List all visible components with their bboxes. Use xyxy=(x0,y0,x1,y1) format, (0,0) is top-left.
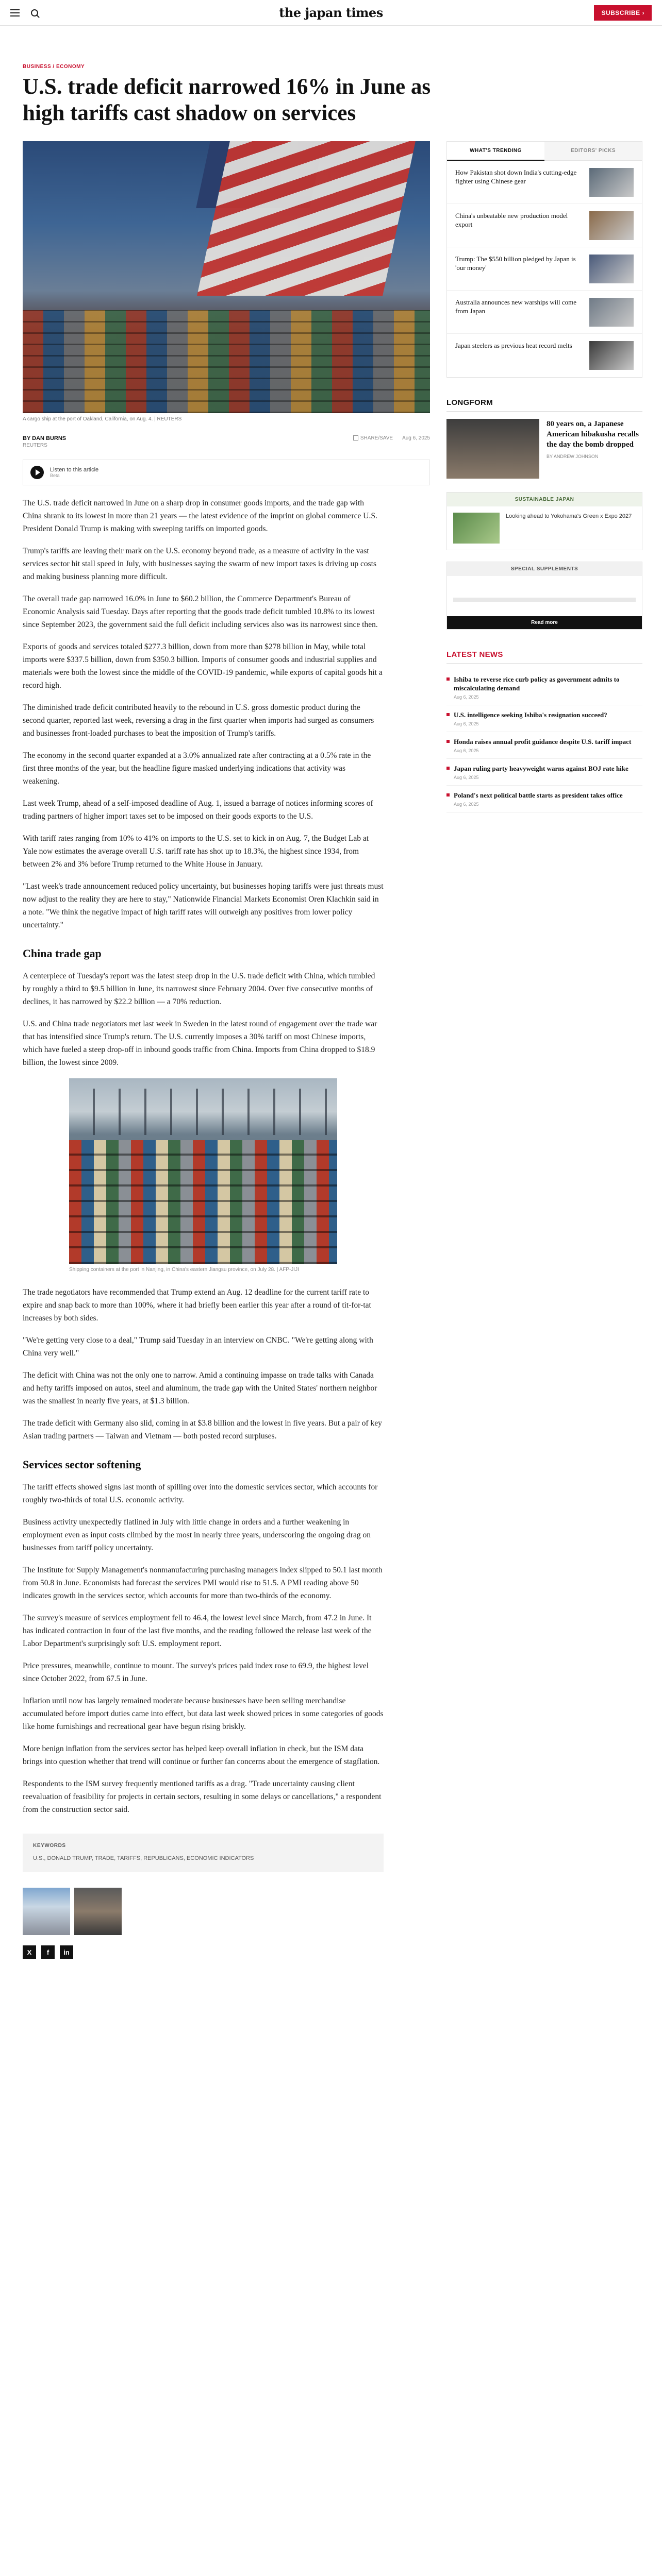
latest-news-date: Aug 6, 2025 xyxy=(454,748,479,753)
article-paragraph: Inflation until now has largely remained moderate because businesses have been selling merchandise accumulated before import duties came into effect, but data last week showed prices in some categories of goods like home furnishings and recreational gear have begun rising briskly. xyxy=(23,1697,384,1731)
hero-caption: A cargo ship at the port of Oakland, California, on Aug. 4. | REUTERS xyxy=(23,416,182,422)
longform-byline: BY ANDREW JOHNSON xyxy=(547,454,599,459)
sustainable-item[interactable] xyxy=(447,506,642,550)
related-thumb[interactable] xyxy=(23,1888,70,1935)
article-paragraph: The trade negotiators have recommended that Trump extend an Aug. 12 deadline for the current tariff rate to expire and snap back to more than 100%, where it had briefly been earlier this year after a round of tit-for-tat increases by both sides. xyxy=(23,1288,371,1323)
latest-news-item[interactable] xyxy=(446,786,642,812)
keywords-list xyxy=(33,1854,373,1863)
article-paragraph: The tariff effects showed signs last month of spilling over into the domestic services sector, which accounts for roughly two-thirds of total U.S. economic activity. xyxy=(23,1483,378,1504)
trending-item[interactable] xyxy=(447,161,642,204)
trending-image xyxy=(589,341,634,370)
audio-sub: Beta xyxy=(50,473,60,478)
byline-row xyxy=(23,435,430,448)
trending-image xyxy=(589,168,634,197)
article-paragraph: Respondents to the ISM survey frequently mentioned tariffs as a drag. "Trade uncertainty causing client reevaluation of feasibility for projects in certain sectors, resulting in some delays or cancellations," a respondent from the construction sector said. xyxy=(23,1780,382,1814)
tab-trending[interactable]: WHAT'S TRENDING xyxy=(447,142,544,161)
keyword-link[interactable]: DONALD TRUMP , xyxy=(47,1855,95,1861)
latest-news-item[interactable] xyxy=(446,759,642,786)
article-paragraph: "We're getting very close to a deal," Trump said Tuesday in an interview on CNBC. "We're getting along with China very well." xyxy=(23,1336,373,1358)
subhead-china: China trade gap xyxy=(23,947,102,960)
publish-date: Aug 6, 2025 xyxy=(402,435,430,441)
special-supplements-box xyxy=(446,562,642,630)
subscribe-button[interactable]: SUBSCRIBE › xyxy=(594,5,652,21)
inline-figure xyxy=(69,1078,337,1273)
longform-card[interactable] xyxy=(446,419,642,479)
keywords-box xyxy=(23,1834,384,1872)
article-paragraph: The deficit with China was not the only one to narrow. Amid a continuing impasse on trade talks with Canada and hefty tariffs imposed on autos, steel and aluminum, the trade gap with the United States' northern neighbor was the smallest in nearly five years, at $1.3 billion. xyxy=(23,1371,377,1405)
keywords-title: KEYWORDS xyxy=(33,1843,66,1849)
article-paragraph: Business activity unexpectedly flatlined in July with little change in orders and a further weakening in employment even as input costs climbed by the most in nearly three years, underscoring the ongoing drag on businesses from tariff policy uncertainty. xyxy=(23,1518,371,1552)
trending-title[interactable]: Trump: The $550 billion pledged by Japan is 'our money' xyxy=(455,255,576,272)
article-paragraph: "Last week's trade announcement reduced policy uncertainty, but businesses hoping tariffs were just threats must now adjust to the reality they are here to stay," Nationwide Financial Markets Economist Oren Klachkin said in a note. "We think the negative impact of high tariff rates will outweigh any positives from lower policy uncertainty." xyxy=(23,882,384,929)
article-paragraph: The trade deficit with Germany also slid, coming in at $3.8 billion and the lowest in five years. But a pair of key Asian trading partners — Taiwan and Vietnam — both posted record surpluses. xyxy=(23,1419,382,1440)
social-share xyxy=(23,1945,430,1959)
play-icon[interactable] xyxy=(30,466,44,479)
sustainable-image xyxy=(453,513,500,544)
breadcrumb[interactable]: BUSINESS / ECONOMY xyxy=(23,64,85,70)
latest-news-title[interactable]: Honda raises annual profit guidance despite U.S. tariff impact xyxy=(454,738,632,745)
latest-news-date: Aug 6, 2025 xyxy=(454,721,479,726)
read-more-button[interactable]: Read more xyxy=(447,616,642,629)
trending-image xyxy=(589,211,634,240)
article-paragraph: Trump's tariffs are leaving their mark on the U.S. economy beyond trade, as a measure of activity in the vast services sector hit stall speed in July, with businesses saying the swarm of new import taxes is driving up costs and making business planning more difficult. xyxy=(23,547,377,581)
share-button[interactable]: SHARE/SAVE xyxy=(353,435,393,441)
special-heading: SPECIAL SUPPLEMENTS xyxy=(447,562,642,576)
trending-item[interactable] xyxy=(447,291,642,334)
x-icon[interactable]: X xyxy=(23,1945,36,1959)
article-paragraph: The survey's measure of services employment fell to 46.4, the lowest level since March, from 47.2 in June. It has indicated contraction in four of the last five months, and the reading followed the release last week of the Labor Department's surprisingly soft U.S. employment report. xyxy=(23,1614,372,1648)
article-paragraph: The U.S. trade deficit narrowed in June on a sharp drop in consumer goods imports, and the trade gap with China shrank to its lowest in more than 21 years — the latest evidence of the imprint on global commerce U.S. President Donald Trump is making with sweeping tariffs on imported goods. xyxy=(23,499,377,533)
trending-item[interactable] xyxy=(447,247,642,291)
audio-player xyxy=(23,460,430,485)
keyword-link[interactable]: REPUBLICANS , xyxy=(143,1855,187,1861)
longform-title[interactable]: 80 years on, a Japanese American hibakusha recalls the day the bomb dropped xyxy=(547,420,639,449)
trending-title[interactable]: Japan steelers as previous heat record melts xyxy=(455,342,572,349)
article-body xyxy=(23,497,384,1816)
tab-editors-picks[interactable]: EDITORS' PICKS xyxy=(544,142,642,161)
trending-image xyxy=(589,298,634,327)
longform-image xyxy=(446,419,539,479)
latest-news-item[interactable] xyxy=(446,670,642,705)
figure-caption: Shipping containers at the port in Nanjing, in China's eastern Jiangsu province, on July 28. | AFP-JIJI xyxy=(69,1267,299,1273)
longform-heading: LONGFORM xyxy=(446,398,642,412)
trending-item[interactable] xyxy=(447,334,642,377)
facebook-icon[interactable]: f xyxy=(41,1945,55,1959)
related-thumbs xyxy=(23,1888,430,1935)
share-icon xyxy=(353,435,358,440)
latest-news-item[interactable] xyxy=(446,732,642,759)
article-main xyxy=(23,141,430,1959)
sustainable-text[interactable]: Looking ahead to Yokohama's Green x Expo 2027 xyxy=(506,513,632,519)
article-paragraph: A centerpiece of Tuesday's report was the latest steep drop in the U.S. trade deficit with China, which tumbled by roughly a third to $9.5 billion in June, its narrowest since February 2004. Over five consecutive months of declines, it has narrowed by $22.2 billion — a 70% reduction. xyxy=(23,972,375,1006)
latest-news-title[interactable]: Ishiba to reverse rice curb policy as government admits to miscalculating demand xyxy=(454,675,620,692)
latest-news-date: Aug 6, 2025 xyxy=(454,694,479,700)
latest-news-date: Aug 6, 2025 xyxy=(454,802,479,807)
sustainable-box xyxy=(446,492,642,550)
trending-title[interactable]: Australia announces new warships will come from Japan xyxy=(455,298,577,315)
article-paragraph: The overall trade gap narrowed 16.0% in June to $60.2 billion, the Commerce Department's Bureau of Economic Analysis said Tuesday. Days after reporting that the goods trade deficit tumbled 10.8% to its lowest since September 2023, the government said the full deficit including services also was its narrowest since then. xyxy=(23,595,378,629)
keyword-link[interactable]: U.S. , xyxy=(33,1855,47,1861)
keyword-link[interactable]: ECONOMIC INDICATORS xyxy=(186,1855,254,1861)
latest-news-title[interactable]: U.S. intelligence seeking Ishiba's resignation succeed? xyxy=(454,711,607,719)
port-image xyxy=(69,1078,337,1264)
trending-item[interactable] xyxy=(447,204,642,247)
article-paragraph: More benign inflation from the services sector has helped keep overall inflation in check, but the ISM data brings into question whether that trend will continue or further fan concerns about the emergence of stagflation. xyxy=(23,1744,380,1766)
site-logo[interactable]: the japan times xyxy=(279,5,383,20)
article-paragraph: U.S. and China trade negotiators met last week in Sweden in the latest round of engagement over the trade war that has intensified since Trump's return. The U.S. currently imposes a 30% tariff on most Chinese imports, which have fueled a steep drop-off in inbound goods traffic from China. Imports from China dropped to $18.9 billion, the lowest since 2009. xyxy=(23,1020,377,1067)
hero-image xyxy=(23,141,430,413)
article-paragraph: The economy in the second quarter expanded at a 3.0% annualized rate after contracting at a 0.5% rate in the first three months of the year, but the headline figure masked underlying indications that activity was weakening. xyxy=(23,751,371,786)
latest-news-title[interactable]: Japan ruling party heavyweight warns against BOJ rate hike xyxy=(454,765,628,772)
article-paragraph: The Institute for Supply Management's nonmanufacturing purchasing managers index slipped to 50.1 last month from 50.8 in June. Economists had forecast the services PMI would rise to 51.5. A PMI reading above 50 indicates growth in the services sector, which accounts for more than two-thirds of the economy. xyxy=(23,1566,383,1600)
keyword-link[interactable]: TARIFFS , xyxy=(117,1855,143,1861)
article-paragraph: Last week Trump, ahead of a self-imposed deadline of Aug. 1, issued a barrage of notices informing scores of trading partners of higher import taxes set to be imposed on their goods exports to the U.S. xyxy=(23,799,373,821)
trending-title[interactable]: China's unbeatable new production model export xyxy=(455,212,568,228)
subhead-services: Services sector softening xyxy=(23,1458,141,1471)
latest-news-title[interactable]: Poland's next political battle starts as president takes office xyxy=(454,791,623,799)
sustainable-heading: SUSTAINABLE JAPAN xyxy=(447,493,642,506)
top-bar xyxy=(0,0,662,26)
latest-news-date: Aug 6, 2025 xyxy=(454,775,479,780)
latest-news-item[interactable] xyxy=(446,705,642,732)
linkedin-icon[interactable]: in xyxy=(60,1945,73,1959)
sidebar xyxy=(446,141,642,812)
article-paragraph: Price pressures, meanwhile, continue to mount. The survey's prices paid index rose to 69.9, the highest level since October 2022, from 67.5 in June. xyxy=(23,1662,369,1683)
menu-icon[interactable] xyxy=(10,9,20,16)
article-paragraph: With tariff rates ranging from 10% to 41% on imports to the U.S. set to kick in on Aug. 7, the Budget Lab at Yale now estimates the average overall U.S. tariff rate has shot up to 18.3%, the highest since 1934, from between 2% and 3% before Trump returned to the White House in January. xyxy=(23,834,369,869)
audio-title: Listen to this article xyxy=(50,467,99,473)
search-icon[interactable] xyxy=(31,9,38,16)
latest-news-heading: LATEST NEWS xyxy=(446,650,642,664)
trending-image xyxy=(589,255,634,283)
article-headline: U.S. trade deficit narrowed 16% in June as high tariffs cast shadow on services xyxy=(23,75,431,125)
supplement-placeholder xyxy=(453,598,636,602)
keyword-link[interactable]: TRADE , xyxy=(95,1855,117,1861)
article-paragraph: Exports of goods and services totaled $277.3 billion, down from more than $278 billion in May, while total imports were $337.5 billion, down from $350.3 billion. Imports of consumer goods and industrial supplies and materials were both the lowest since the middle of the COVID-19 pandemic, while exports of capital goods hit a record high. xyxy=(23,642,383,690)
byline-source: REUTERS xyxy=(23,443,47,448)
byline[interactable]: BY DAN BURNS xyxy=(23,435,67,442)
related-thumb[interactable] xyxy=(74,1888,122,1935)
article-paragraph: The diminished trade deficit contributed heavily to the rebound in U.S. gross domestic product during the second quarter, reported last week, reversing a drag in the first quarter when imports had surged as consumers and businesses front-loaded purchases to beat the imposition of Trump's tariffs. xyxy=(23,703,374,738)
trending-title[interactable]: How Pakistan shot down India's cutting-edge fighter using Chinese gear xyxy=(455,168,577,185)
trending-box xyxy=(446,141,642,378)
article-header xyxy=(0,64,662,126)
